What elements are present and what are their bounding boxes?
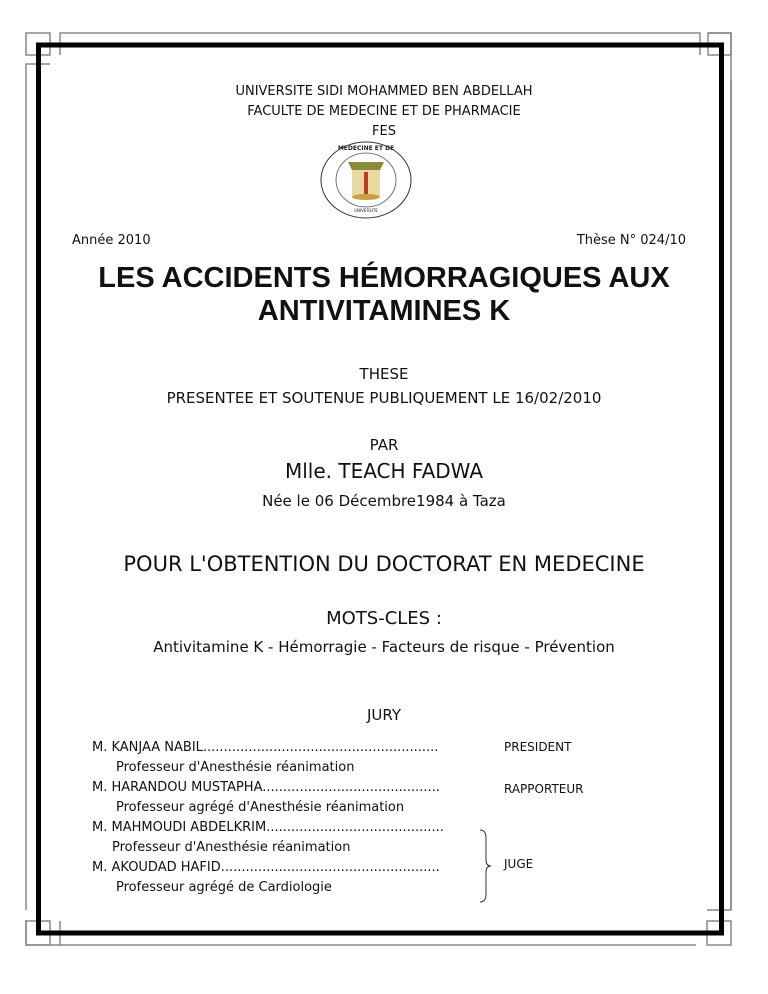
svg-text:MEDECINE ET DE: MEDECINE ET DE: [337, 145, 395, 152]
faculty-name: FACULTE DE MEDECINE ET DE PHARMACIE: [247, 104, 521, 119]
par-label: PAR: [369, 436, 399, 454]
presented-line: PRESENTEE ET SOUTENUE PUBLIQUEMENT LE 16/02/2010: [166, 389, 602, 407]
city-name: FES: [372, 124, 396, 139]
jury-member-title: Professeur d'Anesthésie réanimation: [116, 760, 355, 775]
year: Année 2010: [72, 233, 151, 248]
author-name: Mlle. TEACH FADWA: [284, 459, 484, 483]
keywords-values: Antivitamine K - Hémorragie - Facteurs de risque - Prévention: [153, 638, 615, 656]
role-juge: JUGE: [504, 857, 534, 871]
university-name: UNIVERSITE SIDI MOHAMMED BEN ABDELLAH: [235, 84, 533, 99]
jury-member-name: M. HARANDOU MUSTAPHA...........................................: [92, 780, 440, 795]
brace-icon: [478, 828, 498, 904]
jury-member-title: Professeur agrégé de Cardiologie: [116, 880, 332, 895]
jury-list: [92, 738, 444, 898]
jury-member-title: Professeur d'Anesthésie réanimation: [112, 840, 351, 855]
faculty-logo: [318, 140, 414, 220]
role-rapporteur: RAPPORTEUR: [504, 782, 584, 796]
svg-text:UNIVERSITE: UNIVERSITE: [354, 208, 378, 213]
birth-info: Née le 06 Décembre1984 à Taza: [262, 492, 506, 510]
these-label: THESE: [359, 365, 409, 383]
jury-member-name: M. AKOUDAD HAFID.....................................................: [92, 860, 440, 875]
thesis-number: Thèse N° 024/10: [576, 233, 686, 248]
title-line-2: ANTIVITAMINES K: [257, 295, 511, 327]
role-president: PRESIDENT: [504, 740, 572, 754]
keywords-label: MOTS-CLES :: [326, 608, 442, 629]
title-line-1: LES ACCIDENTS HÉMORRAGIQUES AUX: [98, 262, 670, 294]
degree-line: POUR L'OBTENTION DU DOCTORAT EN MEDECINE: [123, 552, 645, 576]
jury-member-name: M. MAHMOUDI ABDELKRIM...........................................: [92, 820, 444, 835]
jury-member-name: M. KANJAA NABIL.........................................................: [92, 740, 439, 755]
jury-label: JURY: [366, 706, 402, 724]
jury-member-title: Professeur agrégé d'Anesthésie réanimation: [116, 800, 405, 815]
